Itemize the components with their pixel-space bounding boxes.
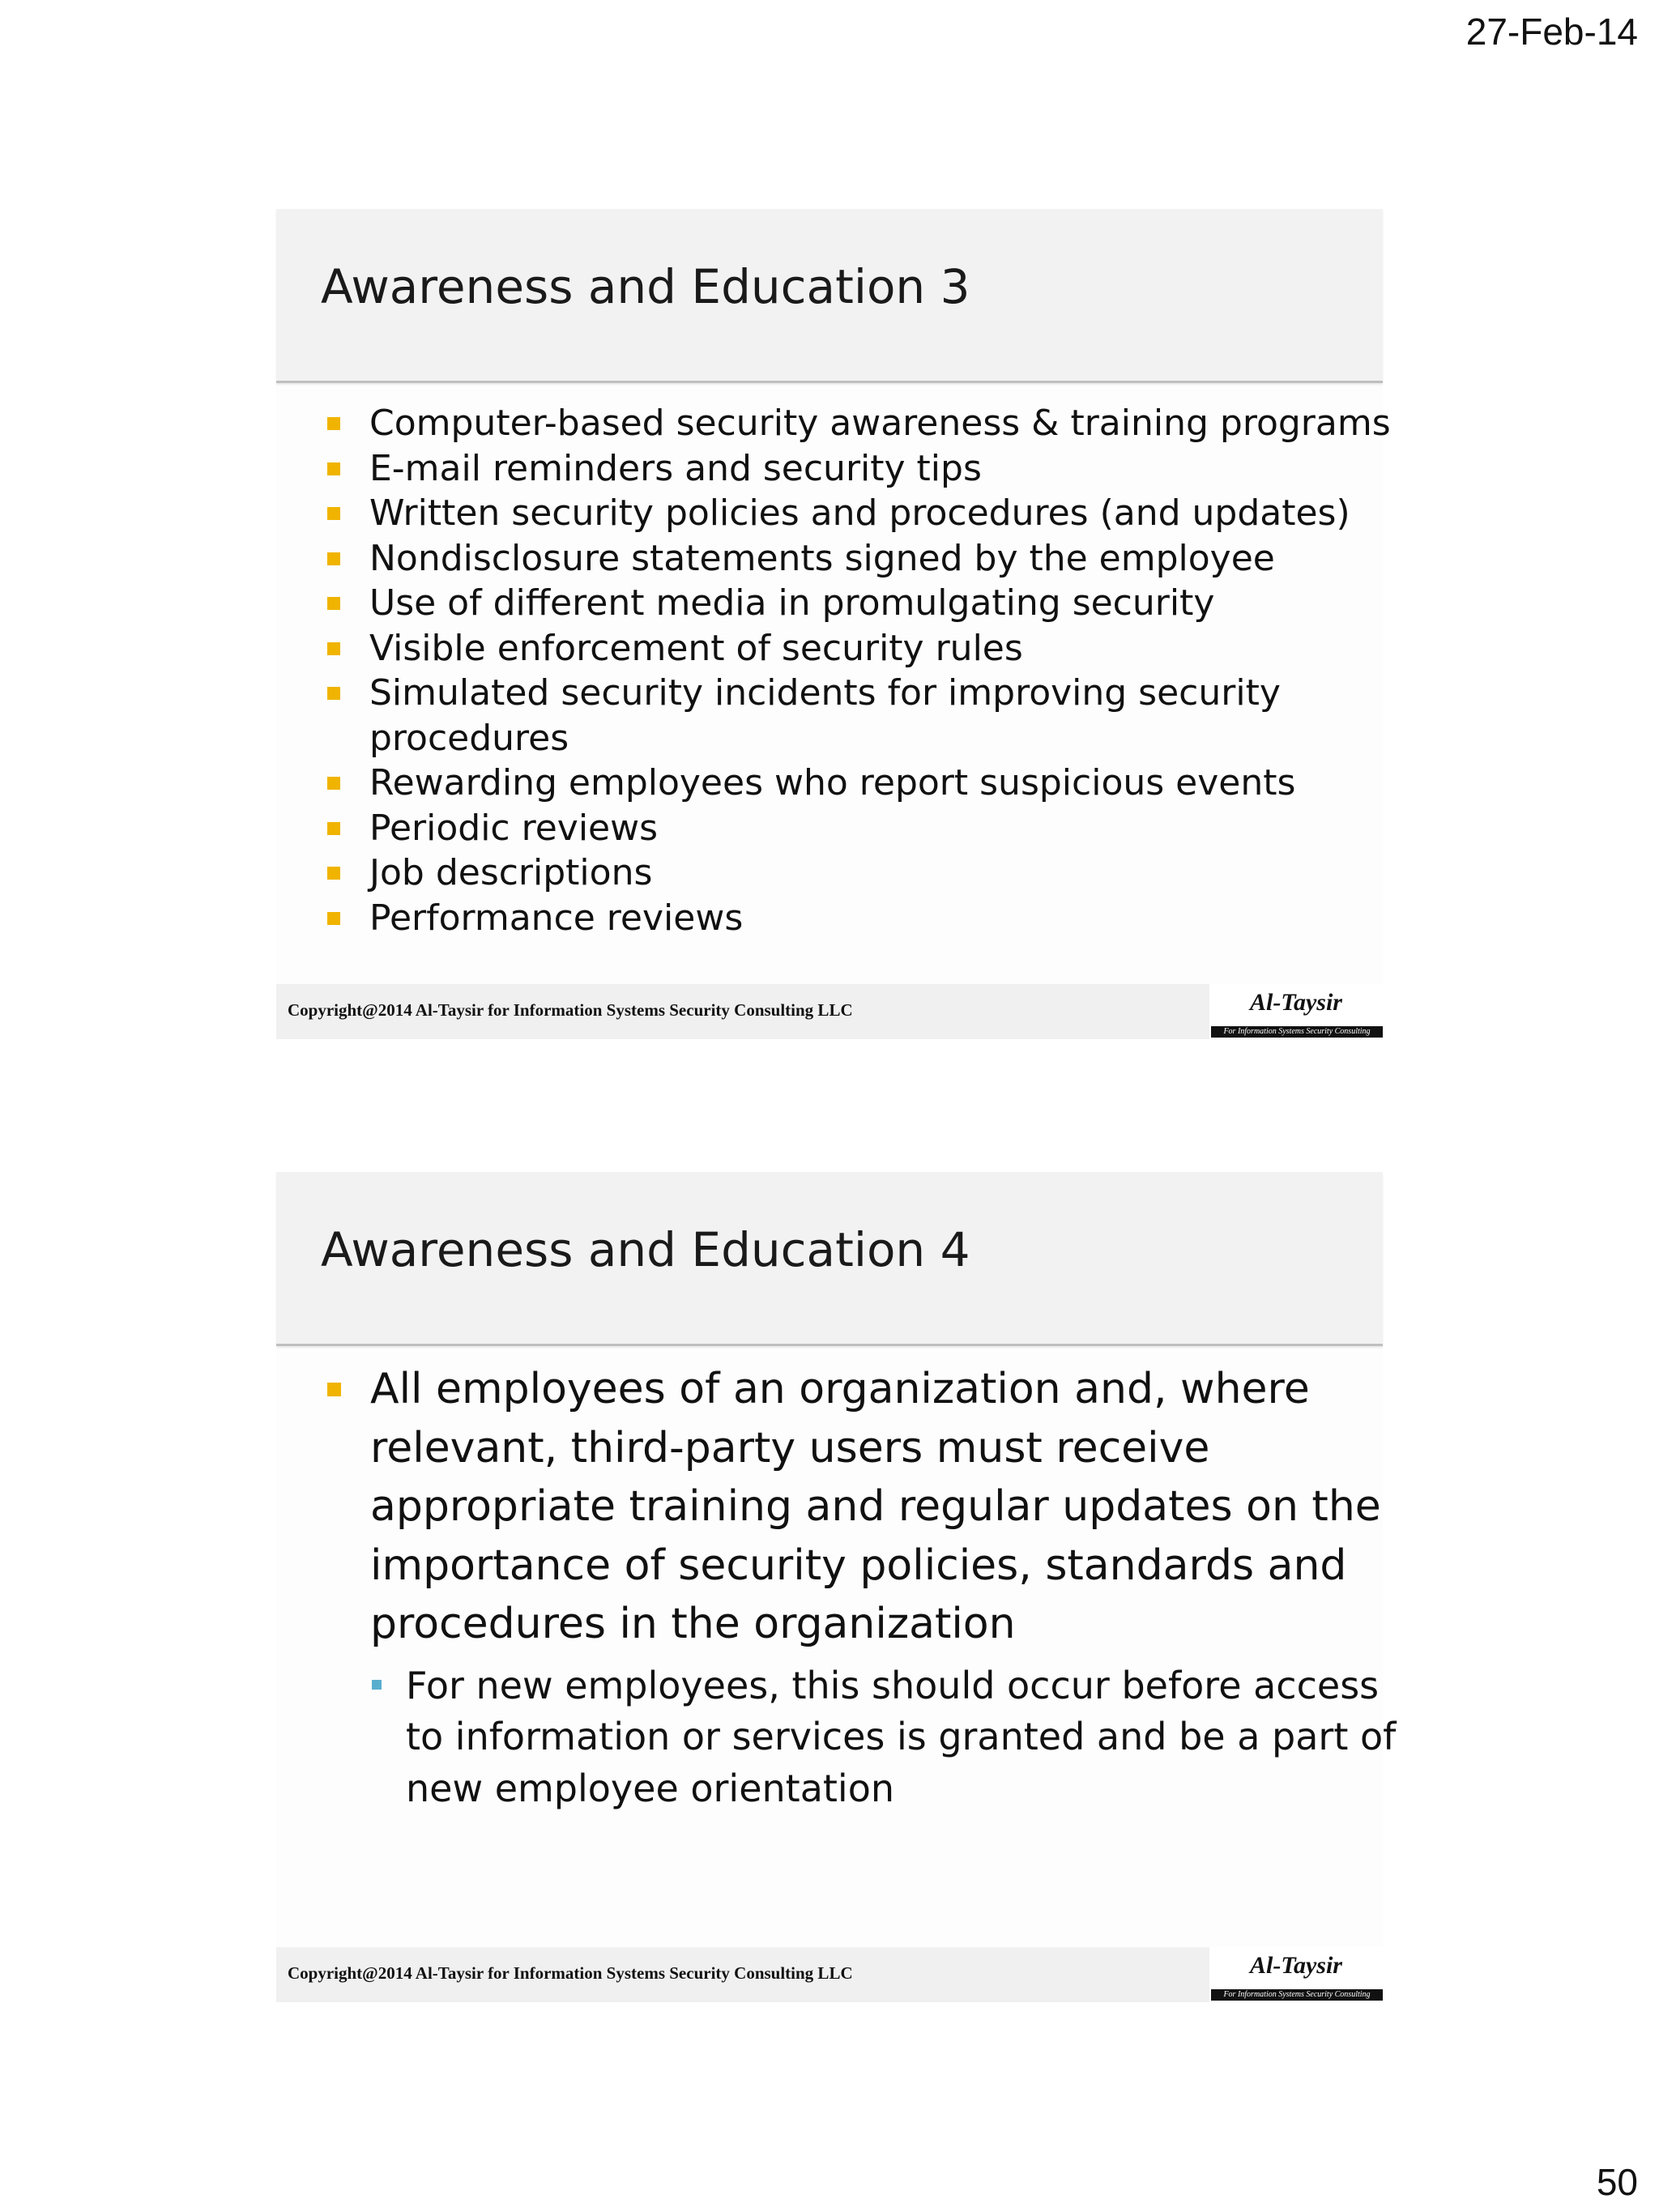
sub-list-item-continuation: new employee orientation — [406, 1766, 895, 1810]
bullet-list — [327, 401, 1391, 940]
list-item: Use of different media in promulgating security — [327, 581, 1348, 626]
bullet-list — [327, 1360, 1397, 1814]
logo-name: Al-Taysir — [1250, 989, 1342, 1016]
slide-footer — [276, 1947, 1383, 2002]
page-date: 27-Feb-14 — [1465, 11, 1638, 53]
list-item: Periodic reviews — [327, 806, 1348, 851]
list-item: E-mail reminders and security tips — [327, 446, 1348, 492]
bullet-square-icon — [327, 552, 340, 565]
copyright-text: Copyright@2014 Al-Taysir for Information Systems Security Consulting LLC — [288, 1000, 853, 1020]
list-item: Rewarding employees who report suspicious events — [327, 761, 1348, 806]
list-item: Computer-based security awareness & training programs — [327, 401, 1348, 446]
list-item-continuation: appropriate training and regular updates on the — [370, 1482, 1381, 1531]
list-item: Visible enforcement of security rules — [327, 626, 1348, 671]
list-item: Performance reviews — [327, 896, 1348, 941]
logo-name: Al-Taysir — [1250, 1952, 1342, 1979]
slide-awareness-3 — [276, 209, 1391, 1038]
bullet-square-icon — [327, 642, 340, 655]
sub-bullet-square-icon — [372, 1680, 382, 1690]
list-item: All employees of an organization and, where — [327, 1360, 1348, 1419]
al-taysir-logo — [1209, 984, 1383, 1039]
bullet-square-icon — [327, 597, 340, 610]
list-item: Job descriptions — [327, 850, 1348, 896]
list-item: Simulated security incidents for improving security — [327, 671, 1348, 716]
al-taysir-logo — [1209, 1947, 1383, 2002]
bullet-square-icon — [327, 867, 340, 880]
slide-header — [276, 209, 1383, 383]
list-item-continuation: relevant, third-party users must receive — [370, 1423, 1210, 1473]
bullet-square-icon — [327, 417, 340, 430]
bullet-square-icon — [327, 1383, 341, 1396]
bullet-square-icon — [327, 462, 340, 475]
list-item: Written security policies and procedures (and updates) — [327, 491, 1348, 536]
copyright-text: Copyright@2014 Al-Taysir for Information Systems Security Consulting LLC — [288, 1963, 853, 1983]
bullet-square-icon — [327, 822, 340, 835]
list-item-continuation: procedures — [369, 717, 569, 759]
list-item-continuation: procedures in the organization — [370, 1600, 1016, 1648]
slide-title: Awareness and Education 3 — [321, 259, 970, 314]
sub-list-item-continuation: to information or services is granted and be a part of — [406, 1715, 1397, 1758]
logo-tagline: For Information Systems Security Consulting — [1211, 1026, 1383, 1038]
slide-title: Awareness and Education 4 — [321, 1222, 970, 1277]
sub-list-item: For new employees, this should occur before access — [327, 1660, 1348, 1712]
slide-awareness-4 — [276, 1172, 1397, 2001]
logo-tagline: For Information Systems Security Consulting — [1211, 1989, 1383, 2001]
bullet-square-icon — [327, 507, 340, 520]
bullet-square-icon — [327, 687, 340, 700]
list-item-continuation: importance of security policies, standards and — [370, 1541, 1347, 1590]
page-number: 50 — [1596, 2161, 1638, 2203]
bullet-square-icon — [327, 912, 340, 925]
list-item: Nondisclosure statements signed by the employee — [327, 536, 1348, 582]
slide-footer — [276, 984, 1383, 1039]
bullet-square-icon — [327, 777, 340, 790]
slide-header — [276, 1172, 1383, 1346]
